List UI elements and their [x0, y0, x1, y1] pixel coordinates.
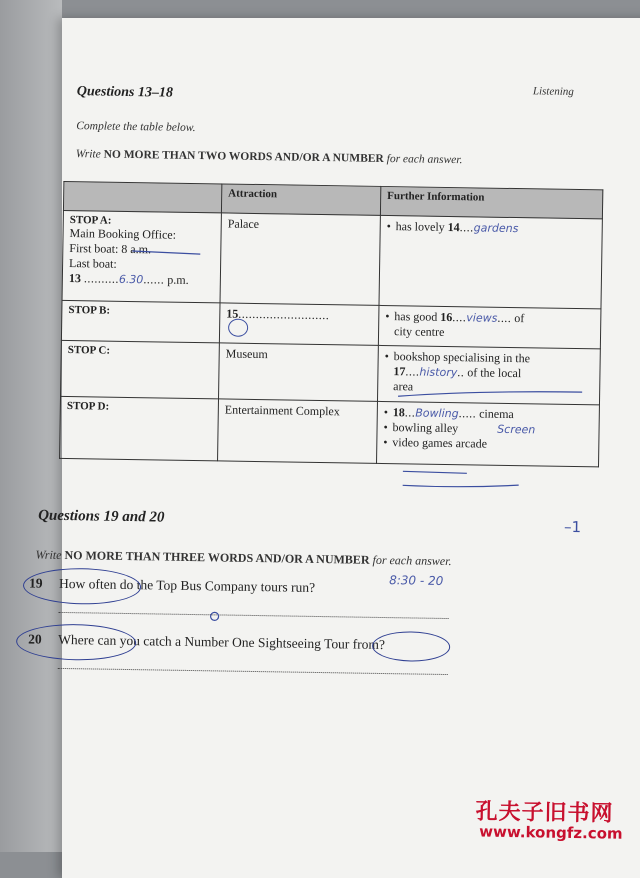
header-attraction: Attraction [221, 184, 380, 215]
pen-underline-specialising [398, 389, 582, 399]
stop-b-cell: STOP B: [61, 300, 220, 342]
section-label: Listening [532, 85, 574, 98]
watermark-chinese: 孔夫子旧书网 [475, 799, 614, 827]
info-b-cell: • has good 16....views.... of city centre [378, 305, 601, 348]
watermark-url: www.kongfz.com [479, 822, 623, 843]
margin-score-mark: –1 [563, 517, 582, 537]
stop-c-cell: STOP C: [61, 340, 220, 398]
last-boat-label: Last boat: [69, 256, 117, 271]
header-further-info: Further Information [380, 186, 602, 218]
question-19: 19 How often do the Top Bus Company tours run? [28, 575, 316, 595]
stop-a-cell: STOP A: Main Booking Office: First boat: 8 a.m. Last boat: 13 ..........6.30...... p.m. [62, 210, 221, 302]
handwritten-note-screen: Screen [497, 422, 536, 437]
handwritten-answer-14: gardens [473, 221, 519, 236]
attraction-15-cell: 15.......................... [219, 303, 379, 345]
info-d-cell: • 18...Bowling..... cinema • bowling alley Screen • video games arcade [377, 401, 600, 466]
first-boat-label: First boat: 8 a.m. [69, 241, 152, 257]
handwritten-answer-16: views [466, 311, 498, 325]
questions-13-18-title: Questions 13–18 [76, 84, 173, 101]
questions-19-20-title: Questions 19 and 20 [38, 507, 165, 526]
question-13-line: 13 ..........6.30...... p.m. [68, 271, 189, 287]
entertainment-cell: Entertainment Complex [218, 399, 378, 463]
museum-cell: Museum [219, 343, 379, 401]
question-15-number: 15 [226, 306, 239, 321]
palace-cell: Palace [220, 213, 380, 305]
pen-underline-bowling [403, 471, 467, 473]
pen-underline-arcade [403, 483, 519, 487]
info-c-cell: • bookshop specialising in the 17....history.. of the local area [377, 345, 600, 404]
stop-d-cell: STOP D: [60, 396, 219, 460]
pen-underline-booking [132, 251, 200, 254]
handwritten-answer-18: Bowling [415, 406, 459, 421]
handwritten-answer-13: 6.30 [118, 272, 144, 287]
info-a-cell: • has lovely 14....gardens [379, 215, 602, 308]
handwritten-answer-17: history [419, 365, 458, 380]
instruction-complete: Complete the table below. [76, 120, 196, 135]
handwritten-note-19: 8:30 - 20 [389, 573, 444, 588]
pen-dot-mark [211, 612, 219, 620]
instruction-three-words: Write NO MORE THAN THREE WORDS AND/OR A NUMBER for each answer. [35, 547, 452, 569]
question-19-text: How often do the Top Bus Company tours run? [58, 575, 316, 595]
question-20-text: Where can you catch a Number One Sightseeing Tour from? [58, 631, 386, 653]
question-20: 20 Where can you catch a Number One Sightseeing Tour from? [28, 631, 386, 653]
instruction-word-limit: Write NO MORE THAN TWO WORDS AND/OR A NUMBER for each answer. [75, 148, 463, 167]
booking-office-label: Main Booking Office: [69, 226, 177, 242]
